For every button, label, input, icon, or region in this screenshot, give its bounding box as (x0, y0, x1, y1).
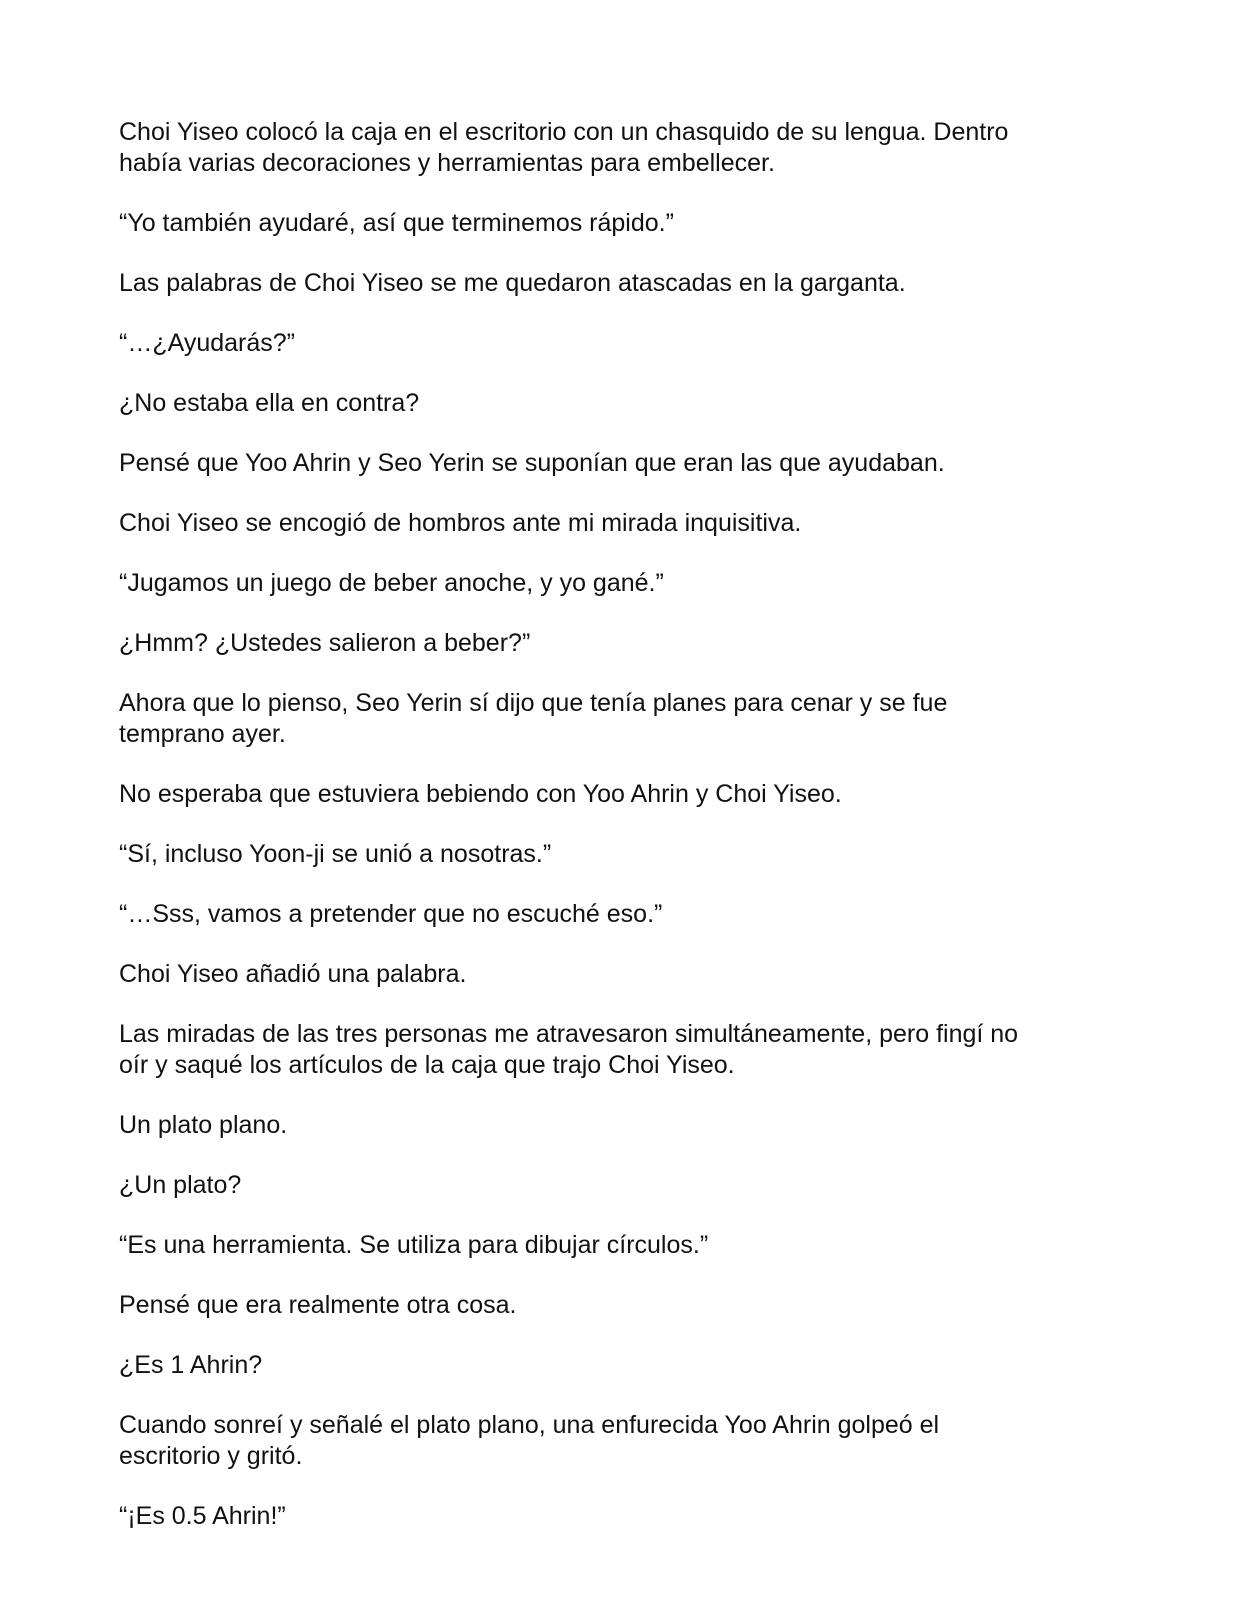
paragraph: ¿Hmm? ¿Ustedes salieron a beber?” (119, 629, 531, 657)
paragraph: ¿Un plato? (119, 1171, 242, 1199)
paragraph: No esperaba que estuviera bebiendo con Yoo Ahrin y Choi Yiseo. (119, 780, 842, 808)
paragraph: Las palabras de Choi Yiseo se me quedaron atascadas en la garganta. (119, 269, 906, 297)
paragraph: Pensé que Yoo Ahrin y Seo Yerin se suponían que eran las que ayudaban. (119, 449, 945, 477)
paragraph: Choi Yiseo se encogió de hombros ante mi mirada inquisitiva. (119, 509, 802, 537)
paragraph: ¿No estaba ella en contra? (119, 389, 420, 417)
paragraph: “…Sss, vamos a pretender que no escuché eso.” (119, 900, 663, 928)
paragraph: “Yo también ayudaré, así que terminemos rápido.” (119, 209, 674, 237)
paragraph: Ahora que lo pienso, Seo Yerin sí dijo que tenía planes para cenar y se fue temprano ayer. (119, 689, 948, 748)
paragraph: “Jugamos un juego de beber anoche, y yo gané.” (119, 569, 664, 597)
paragraph: Pensé que era realmente otra cosa. (119, 1291, 517, 1319)
document-body (119, 117, 1129, 1561)
paragraph: Choi Yiseo añadió una palabra. (119, 960, 467, 988)
paragraph: Cuando sonreí y señalé el plato plano, una enfurecida Yoo Ahrin golpeó el escritorio y gritó. (119, 1411, 940, 1470)
paragraph: “Sí, incluso Yoon-ji se unió a nosotras.” (119, 840, 552, 868)
paragraph: ¿Es 1 Ahrin? (119, 1351, 263, 1379)
paragraph: “Es una herramienta. Se utiliza para dibujar círculos.” (119, 1231, 709, 1259)
paragraph: Las miradas de las tres personas me atravesaron simultáneamente, pero fingí no oír y saqué los artículos de la caja que trajo Choi Yiseo. (119, 1020, 1019, 1079)
paragraph: “…¿Ayudarás?” (119, 329, 295, 357)
paragraph: Choi Yiseo colocó la caja en el escritorio con un chasquido de su lengua. Dentro había varias decoraciones y herramientas para embellecer. (119, 118, 1009, 177)
paragraph: “¡Es 0.5 Ahrin!” (119, 1502, 286, 1530)
paragraph: Un plato plano. (119, 1111, 288, 1139)
